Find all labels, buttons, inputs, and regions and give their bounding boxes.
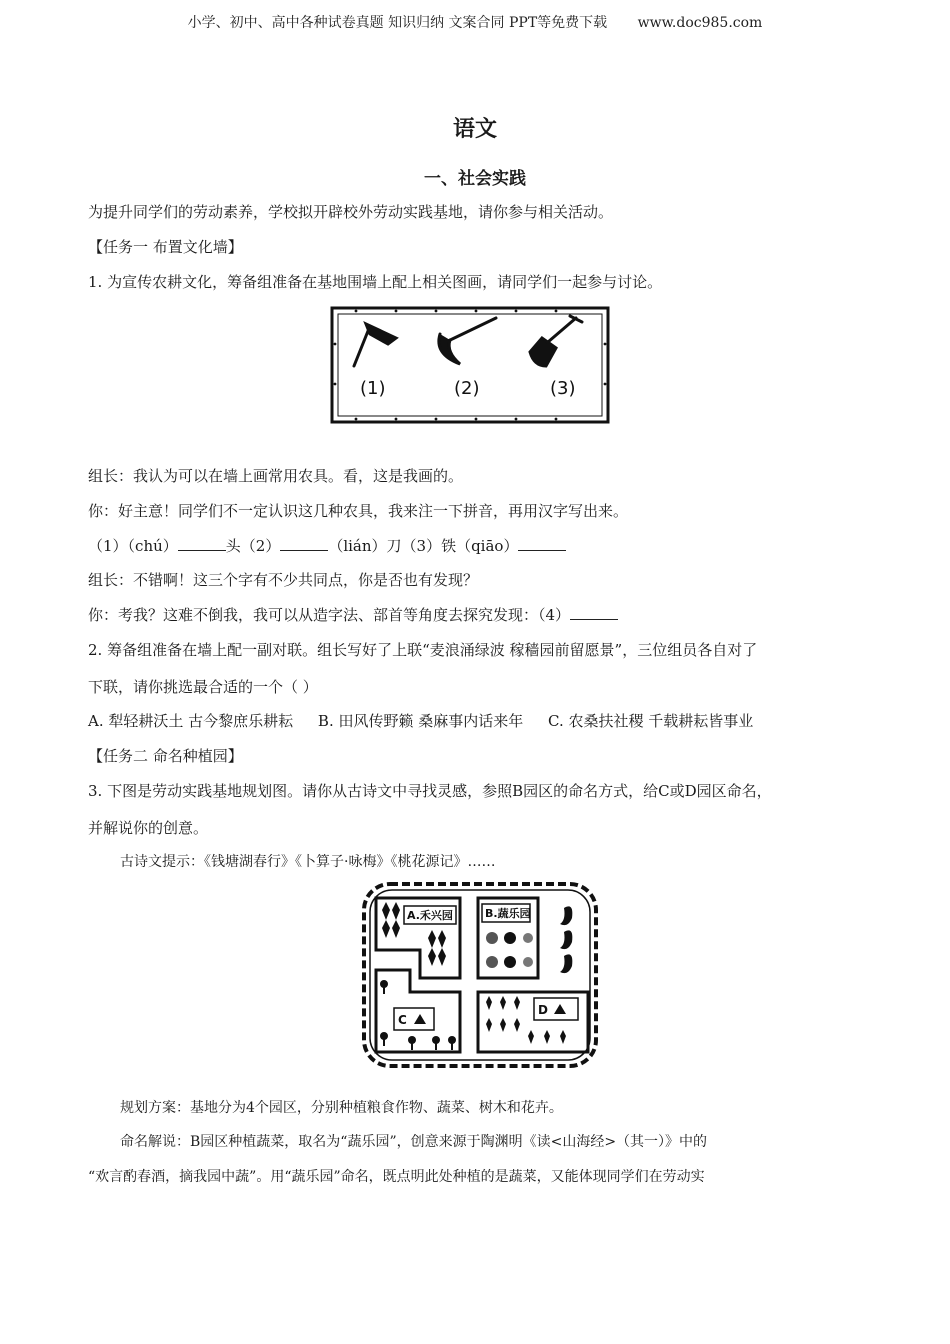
- area-c-label: C: [398, 1013, 407, 1027]
- area-b: [478, 898, 538, 978]
- dialog-leader-2: 组长：不错啊！这三个字有不少共同点，你是否也有发现？: [88, 571, 479, 589]
- answer-blank-3[interactable]: [518, 536, 566, 551]
- tool-label-2: (2): [454, 378, 480, 399]
- tool-label-1: (1): [360, 378, 386, 399]
- question-1: 1. 为宣传农耕文化，筹备组准备在基地围墙上配上相关图画，请同学们一起参与讨论。: [88, 273, 663, 291]
- fill-in-line: [88, 535, 566, 556]
- dialog-you-2: [88, 604, 618, 625]
- question-3-line-1: 3. 下图是劳动实践基地规划图。请你从古诗文中寻找灵感，参照B园区的命名方式，给C或D园区命名，: [88, 782, 772, 800]
- area-d: [478, 992, 588, 1052]
- task1-heading: 【任务一 布置文化墙】: [88, 238, 243, 256]
- task2-heading: 【任务二 命名种植园】: [88, 747, 243, 765]
- poem-hint: 古诗文提示：《钱塘湖春行》《卜算子·咏梅》《桃花源记》……: [120, 854, 496, 870]
- answer-blank-1[interactable]: [178, 536, 226, 551]
- header-text: 小学、初中、高中各种试卷真题 知识归纳 文案合同 PPT等免费下载: [187, 15, 608, 31]
- vegetable-icons: [486, 932, 533, 968]
- intro-text: 为提升同学们的劳动素养，学校拟开辟校外劳动实践基地，请你参与相关活动。: [88, 203, 614, 221]
- area-a-label: A.禾兴园: [407, 909, 453, 922]
- section-heading: 一、社会实践: [424, 169, 526, 189]
- question-2-line-2: 下联，请你挑选最合适的一个（ ）: [88, 678, 318, 696]
- question-3-line-2: 并解说你的创意。: [88, 819, 209, 837]
- tool-label-3: (3): [550, 378, 576, 399]
- option-a[interactable]: A. 犁轻耕沃土 古今黎庶乐耕耘: [88, 712, 294, 730]
- area-c: [376, 970, 460, 1052]
- naming-explanation-line-2: “欢言酌春酒，摘我园中蔬”。用“蔬乐园”命名，既点明此处种植的是蔬菜，又能体现同学们在劳动实: [88, 1169, 705, 1185]
- fill-part-2: 头（2）: [225, 537, 281, 555]
- question-2-options: [88, 710, 773, 731]
- sickle-icon: [439, 318, 496, 364]
- page-title: 语文: [452, 117, 497, 142]
- farm-tools-drawing: [326, 304, 614, 428]
- option-c[interactable]: C. 农桑扶社稷 千载耕耘皆事业: [548, 712, 754, 730]
- header-url[interactable]: www.doc985.com: [637, 15, 763, 31]
- dialog-you-2-text: 你：考我？这难不倒我，我可以从造字法、部首等角度去探究发现：（4）: [88, 606, 571, 624]
- farm-tools-figure: [326, 304, 614, 428]
- answer-blank-4[interactable]: [570, 605, 618, 620]
- pepper-icons: [560, 906, 572, 973]
- area-d-label: D: [538, 1003, 548, 1017]
- garden-plan-drawing: [360, 880, 600, 1070]
- dialog-leader-1: 组长：我认为可以在墙上画常用农具。看，这是我画的。: [88, 467, 464, 485]
- question-2-line-1: 2. 筹备组准备在墙上配一副对联。组长写好了上联“麦浪涌绿波 稼穑园前留愿景”，三位组员各自对了: [88, 641, 758, 659]
- plan-text: 规划方案：基地分为4个园区，分别种植粮食作物、蔬菜、树木和花卉。: [120, 1100, 563, 1116]
- garden-plan-map: [360, 880, 600, 1070]
- area-a: [376, 898, 460, 978]
- option-b[interactable]: B. 田风传野籁 桑麻事内话来年: [317, 712, 524, 730]
- area-b-label: B.蔬乐园: [485, 907, 531, 920]
- fill-part-1: （1）（chú）: [88, 537, 178, 555]
- shovel-icon: [530, 316, 582, 366]
- hoe-icon: [354, 324, 396, 366]
- answer-blank-2[interactable]: [280, 536, 328, 551]
- fill-part-3: （lián）刀（3）铁（qiāo）: [328, 537, 519, 555]
- page-header: [0, 12, 950, 32]
- naming-explanation-line-1: 命名解说：B园区种植蔬菜，取名为“蔬乐园”，创意来源于陶渊明《读<山海经>（其一）》中的: [120, 1134, 708, 1150]
- dialog-you-1: 你：好主意！同学们不一定认识这几种农具，我来注一下拼音，再用汉字写出来。: [88, 502, 629, 520]
